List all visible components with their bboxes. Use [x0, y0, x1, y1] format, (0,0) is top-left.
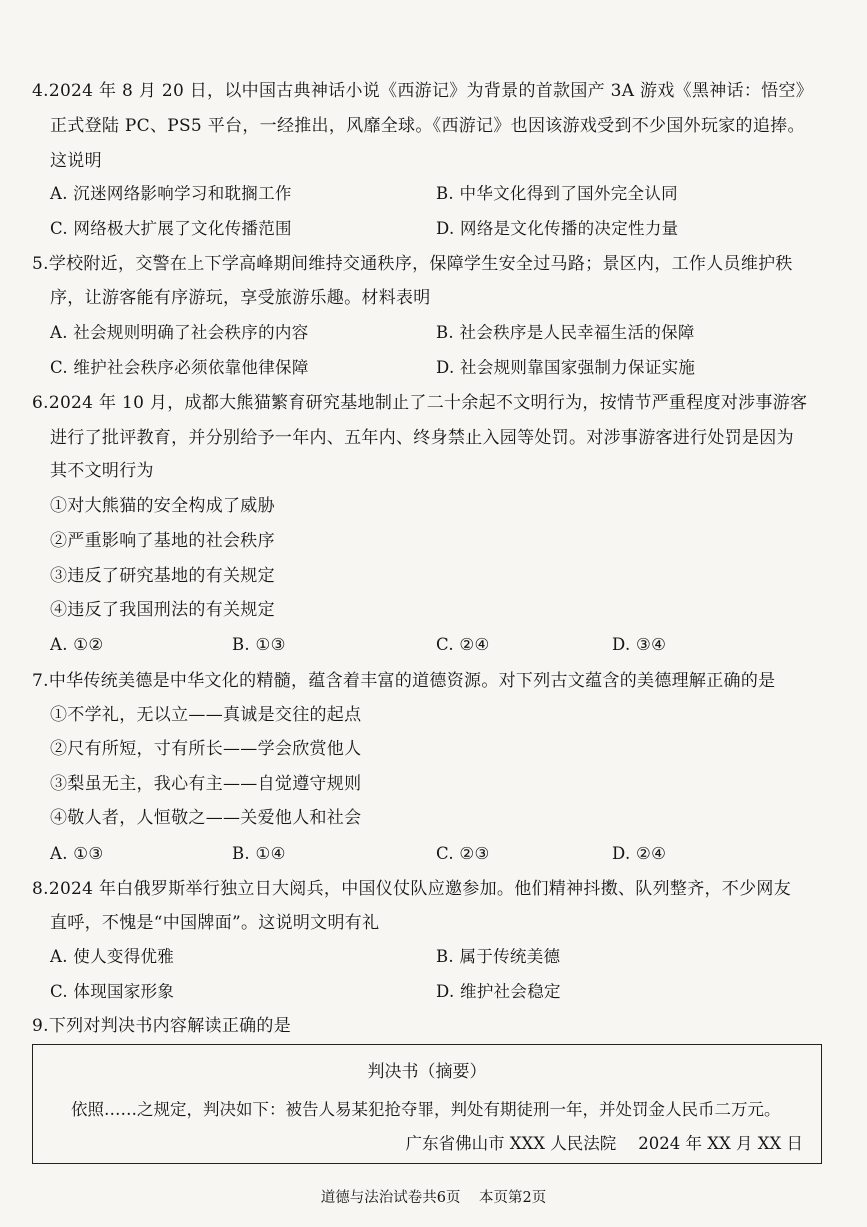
footer-current-page: 本页第2页 [478, 1190, 547, 1206]
question-4-option-b: B. 中华文化得到了国外完全认同 [436, 184, 678, 203]
question-8-option-d: D. 维护社会稳定 [436, 982, 561, 1001]
question-5-option-d: D. 社会规则靠国家强制力保证实施 [436, 358, 696, 377]
question-4-stem-line-1 [32, 80, 813, 102]
question-6-option-d: D. ③④ [612, 635, 667, 654]
question-6-option-b: B. ①③ [232, 635, 286, 654]
footer-total-pages: 道德与法治试卷共6页 [320, 1190, 461, 1206]
question-6-statement-4: ④违反了我国刑法的有关规定 [50, 600, 275, 620]
question-number: 8. [32, 879, 49, 899]
question-6-option-a: A. ①② [50, 635, 104, 654]
stem-text: 下列对判决书内容解读正确的是 [48, 1016, 292, 1036]
stem-text: 2024 年 10 月，成都大熊猫繁育研究基地制止了二十余起不文明行为，按情节严重程度对涉事游客 [48, 393, 808, 413]
question-8-option-b: B. 属于传统美德 [436, 947, 561, 966]
judgment-box [32, 1044, 822, 1164]
page-footer [0, 1186, 867, 1207]
question-6-statement-2: ②严重影响了基地的社会秩序 [50, 531, 275, 551]
stem-text: 2024 年白俄罗斯举行独立日大阅兵，中国仪仗队应邀参加。他们精神抖擞、队列整齐，不少网友 [48, 879, 791, 899]
question-number: 5. [32, 254, 49, 274]
question-8-stem-line-1 [32, 878, 791, 900]
question-4-stem-line-3: 这说明 [50, 151, 102, 171]
question-7-option-b: B. ①④ [232, 844, 286, 863]
question-5-stem-line-1 [32, 253, 793, 275]
question-7-statement-1: ①不学礼，无以立——真诚是交往的起点 [50, 705, 362, 725]
question-6-stem-line-2: 进行了批评教育，并分别给予一年内、五年内、终身禁止入园等处罚。对涉事游客进行处罚是因为 [50, 428, 794, 448]
question-number: 7. [32, 671, 49, 691]
question-7-option-c: C. ②③ [436, 844, 490, 863]
question-7-option-d: D. ②④ [612, 844, 667, 863]
judgment-title: 判决书（摘要） [367, 1062, 487, 1082]
question-6-stem-line-3: 其不文明行为 [50, 461, 154, 481]
question-4-option-a: A. 沉迷网络影响学习和耽搁工作 [50, 184, 292, 203]
question-8-option-c: C. 体现国家形象 [50, 982, 175, 1001]
question-6-statement-1: ①对大熊猫的安全构成了威胁 [50, 496, 275, 516]
question-6-statement-3: ③违反了研究基地的有关规定 [50, 566, 275, 586]
stem-text: 学校附近，交警在上下学高峰期间维持交通秩序，保障学生安全过马路；景区内，工作人员维护秩 [48, 254, 793, 274]
question-4-option-c: C. 网络极大扩展了文化传播范围 [50, 219, 292, 238]
question-5-option-b: B. 社会秩序是人民幸福生活的保障 [436, 323, 695, 342]
question-5-stem-line-2: 序，让游客能有序游玩，享受旅游乐趣。材料表明 [50, 288, 431, 308]
question-4-stem-line-2: 正式登陆 PC、PS5 平台，一经推出，风靡全球。《西游记》也因该游戏受到不少国外玩家的追捧。 [50, 116, 805, 136]
question-number: 9. [32, 1016, 49, 1036]
question-5-option-c: C. 维护社会秩序必须依靠他律保障 [50, 358, 309, 377]
question-6-option-c: C. ②④ [436, 635, 490, 654]
question-5-option-a: A. 社会规则明确了社会秩序的内容 [50, 323, 309, 342]
judgment-signature [406, 1130, 803, 1154]
stem-text: 中华传统美德是中华文化的精髓，蕴含着丰富的道德资源。对下列古文蕴含的美德理解正确的是 [48, 671, 776, 691]
judgment-date: 2024 年 XX 月 XX 日 [638, 1134, 803, 1153]
question-7-option-a: A. ①③ [50, 844, 104, 863]
question-7-statement-2: ②尺有所短，寸有所长——学会欣赏他人 [50, 739, 362, 759]
question-7-statement-4: ④敬人者，人恒敬之——关爱他人和社会 [50, 808, 362, 828]
question-8-option-a: A. 使人变得优雅 [50, 947, 175, 966]
question-9-stem-line-1 [32, 1015, 291, 1037]
question-number: 6. [32, 393, 49, 413]
question-4-option-d: D. 网络是文化传播的决定性力量 [436, 219, 679, 238]
question-7-stem-line-1 [32, 670, 775, 692]
court-name: 广东省佛山市 XXX 人民法院 [405, 1134, 617, 1153]
question-7-statement-3: ③梨虽无主，我心有主——自觉遵守规则 [50, 774, 362, 794]
question-6-stem-line-1 [32, 392, 807, 414]
question-8-stem-line-2: 直呼，不愧是“中国牌面”。这说明文明有礼 [50, 913, 380, 933]
judgment-body: 依照……之规定，判决如下：被告人易某犯抢夺罪，判处有期徒刑一年，并处罚金人民币二万元。 [71, 1100, 781, 1119]
question-number: 4. [32, 81, 49, 101]
stem-text: 2024 年 8 月 20 日，以中国古典神话小说《西游记》为背景的首款国产 3A 游戏《黑神话：悟空》 [48, 81, 814, 101]
